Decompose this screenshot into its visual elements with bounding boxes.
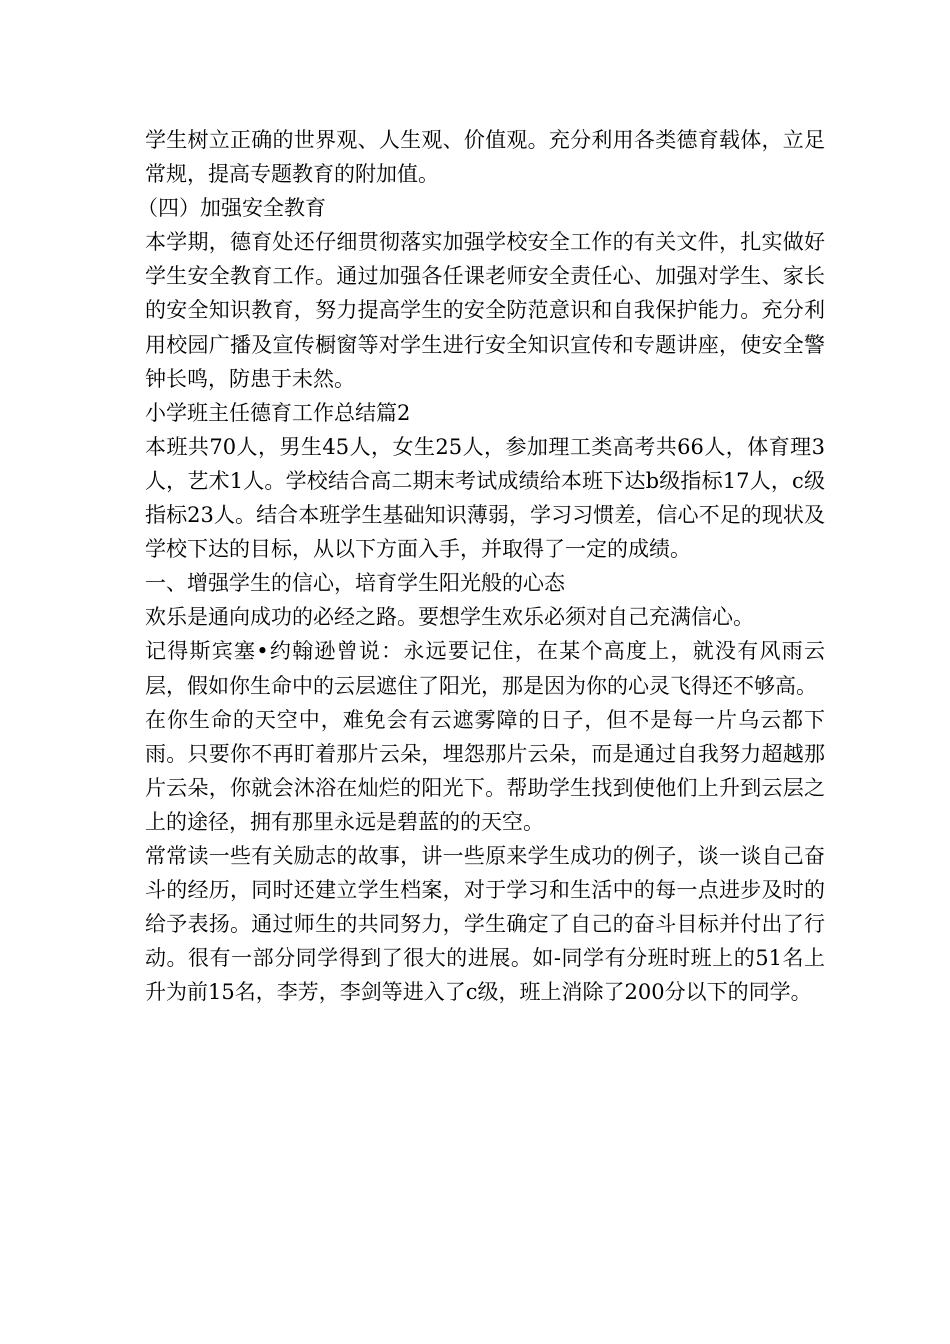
paragraph-2: 本学期，德育处还仔细贯彻落实加强学校安全工作的有关文件，扎实做好学生安全教育工作。通过加强各任课老师安全责任心、加强对学生、家长的安全知识教育，努力提高学生的安全防范意识和自我保护能力。充分利用校园广播及宣传橱窗等对学生进行安全知识宣传和专题讲座，使安全警钟长鸣，防患于未然。 [145,230,825,391]
paragraph-5: 记得斯宾塞•约翰逊曾说：永远要记住，在某个高度上，就没有风雨云层，假如你生命中的云层遮住了阳光，那是因为你的心灵飞得还不够高。 [145,639,825,698]
paragraph-7: 常常读一些有关励志的故事，讲一些原来学生成功的例子，谈一谈自己奋斗的经历，同时还建立学生档案，对于学习和生活中的每一点进步及时的给予表扬。通过师生的共同努力，学生确定了自己的奋斗目标并付出了行动。很有一部分同学得到了很大的进展。如-同学有分班时班上的51名上升为前15名，李芳，李剑等进入了c级，班上消除了200分以下的同学。 [145,843,825,1005]
paragraph-3: 本班共70人，男生45人，女生25人，参加理工类高考共66人，体育理3人，艺术1人。学校结合高二期末考试成绩给本班下达b级指标17人，c级指标23人。结合本班学生基础知识薄弱，学习习惯差，信心不足的现状及学校下达的目标，从以下方面入手，并取得了一定的成绩。 [145,434,825,562]
document-page [137,123,825,1009]
paragraph-4: 欢乐是通向成功的必经之路。要想学生欢乐必须对自己充满信心。 [145,605,754,630]
article-title-part-2: 小学班主任德育工作总结篇2 [145,400,411,425]
section-heading-confidence: 一、增强学生的信心，培育学生阳光般的心态 [145,571,565,596]
paragraph-6: 在你生命的天空中，难免会有云遮雾障的日子，但不是每一片乌云都下雨。只要你不再盯着那片云朵，埋怨那片云朵，而是通过自我努力超越那片云朵，你就会沐浴在灿烂的阳光下。帮助学生找到使他们上升到云层之上的途径，拥有那里永远是碧蓝的的天空。 [145,707,825,834]
paragraph-1: 学生树立正确的世界观、人生观、价值观。充分利用各类德育载体，立足常规，提高专题教育的附加值。 [145,128,825,187]
section-heading-safety: （四）加强安全教育 [137,196,326,221]
